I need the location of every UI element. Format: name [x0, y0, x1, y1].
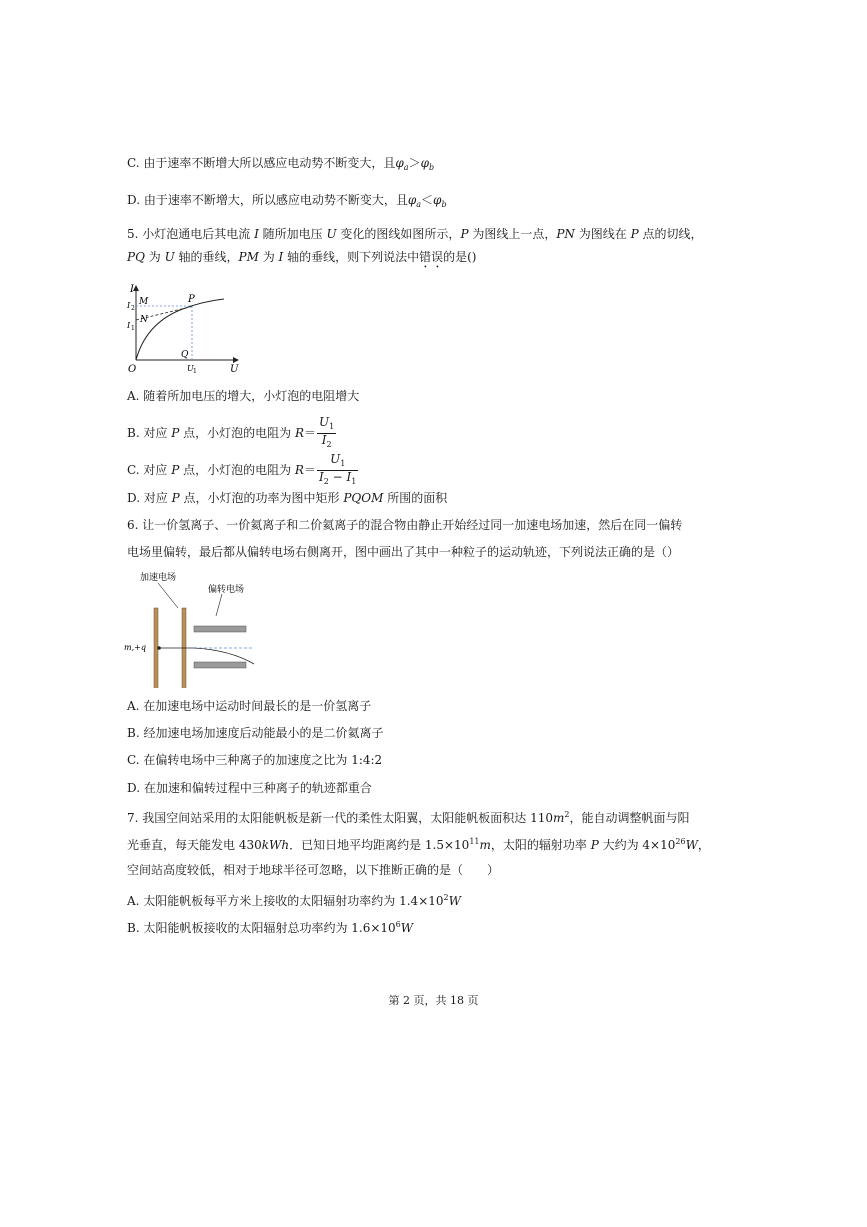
ion-trajectory — [194, 648, 254, 664]
q6-option-c: C. 在偏转电场中三种离子的加速度之比为 1:4:2 — [127, 753, 383, 767]
q6-stem-line-1: 6. 让一价氢离子、一价氦离子和二价氦离子的混合物由静止开始经过同一加速电场加速，然后在同一偏转 — [127, 518, 683, 532]
q5-option-d: D. 对应 P 点，小灯泡的功率为图中矩形 PQOM 所围的面积 — [127, 491, 448, 505]
q6-stem-line-2: 电场里偏转，最后都从偏转电场右侧离开，图中画出了其中一种粒子的运动轨迹，下列说法正确的是（） — [127, 545, 680, 559]
iu-curve — [136, 299, 224, 360]
q7-stem-line-1: 7. 我国空间站采用的太阳能帆板是新一代的柔性太阳翼，太阳能帆板面积达 $110m^2$，能自动调整帆面与阳 — [127, 810, 690, 825]
q5-option-b: B. 对应 P 点，小灯泡的电阻为 R＝ $\frac{U_1}{I_2}$ — [127, 415, 335, 449]
q6-option-b: B. 经加速电场加速度后动能最小的是二价氦离子 — [127, 726, 384, 740]
deflect-plate-bottom — [194, 662, 246, 668]
label-deflect-field: 偏转电场 — [208, 585, 245, 595]
label-i2-sub: 2 — [131, 305, 135, 312]
q4-option-d: D. 由于速率不断增大，所以感应电动势不断变大，且$\varphi_a<\varphi_b$ — [127, 193, 447, 209]
q5-option-c: C. 对应 P 点，小灯泡的电阻为 R＝ $\frac{U_1}{I_2 - I_1}$ — [127, 452, 357, 486]
q7-option-a: A. 太阳能帆板每平方米上接收的太阳辐射功率约为 $1.4\times 10^2W$ — [127, 893, 461, 908]
label-u1-sub: 1 — [193, 368, 197, 375]
iu-graph — [120, 280, 250, 376]
deflect-plate-top — [194, 626, 246, 632]
label-i2: I — [127, 301, 131, 310]
q5-stem-line-1: 5. 小灯泡通电后其电流 I 随所加电压 U 变化的图线如图所示，P 为图线上一点，PN 为图线在 P 点的切线， — [127, 227, 703, 241]
ion-field-diagram — [122, 568, 262, 688]
q6-option-d: D. 在加速和偏转过程中三种离子的轨迹都重合 — [127, 781, 372, 795]
q5-option-a: A. 随着所加电压的增大，小灯泡的电阻增大 — [127, 389, 360, 403]
q7-option-b: B. 太阳能帆板接收的太阳辐射总功率约为 $1.6\times 10^6W$ — [127, 920, 414, 935]
q5-stem-line-2: PQ 为 U 轴的垂线，PM 为 I 轴的垂线，则下列说法中错误的是() — [127, 250, 477, 264]
label-q: Q — [181, 350, 189, 360]
label-accel-field: 加速电场 — [140, 573, 177, 583]
fraction-u1-i2-minus-i1: $\frac{U_1}{I_2 - I_1}$ — [318, 452, 357, 486]
q4-option-c: C. 由于速率不断增大所以感应电动势不断变大，且$\varphi_a>\varphi_b$ — [127, 156, 435, 172]
fraction-u1-i2: $\frac{U_1}{I_2}$ — [319, 415, 335, 449]
label-u1: U — [187, 364, 194, 373]
label-i1: I — [127, 321, 131, 330]
label-o: O — [128, 364, 137, 375]
label-p: P — [188, 294, 195, 305]
label-m: M — [139, 297, 149, 307]
label-i1-sub: 1 — [131, 325, 135, 332]
label-charge: m,+q — [124, 643, 146, 652]
label-n: N — [140, 315, 148, 325]
q6-option-a: A. 在加速电场中运动时间最长的是一价氢离子 — [127, 699, 372, 713]
wrong-emphasis: 错误 — [419, 250, 444, 264]
q7-stem-line-3: 空间站高度较低，相对于地球半径可忽略，以下推断正确的是（ ） — [127, 863, 500, 877]
label-u-axis: U — [230, 364, 239, 375]
page-footer: 第 2 页，共 18 页 — [388, 994, 479, 1007]
q7-stem-line-2: 光垂直，每天能发电 430kWh．已知日地平均距离约是 $1.5\times 10^{11}m$，太阳的辐射功率 P 大约为 $4\times 10^{26}W$， — [127, 837, 710, 852]
label-i-axis: I — [130, 284, 134, 295]
